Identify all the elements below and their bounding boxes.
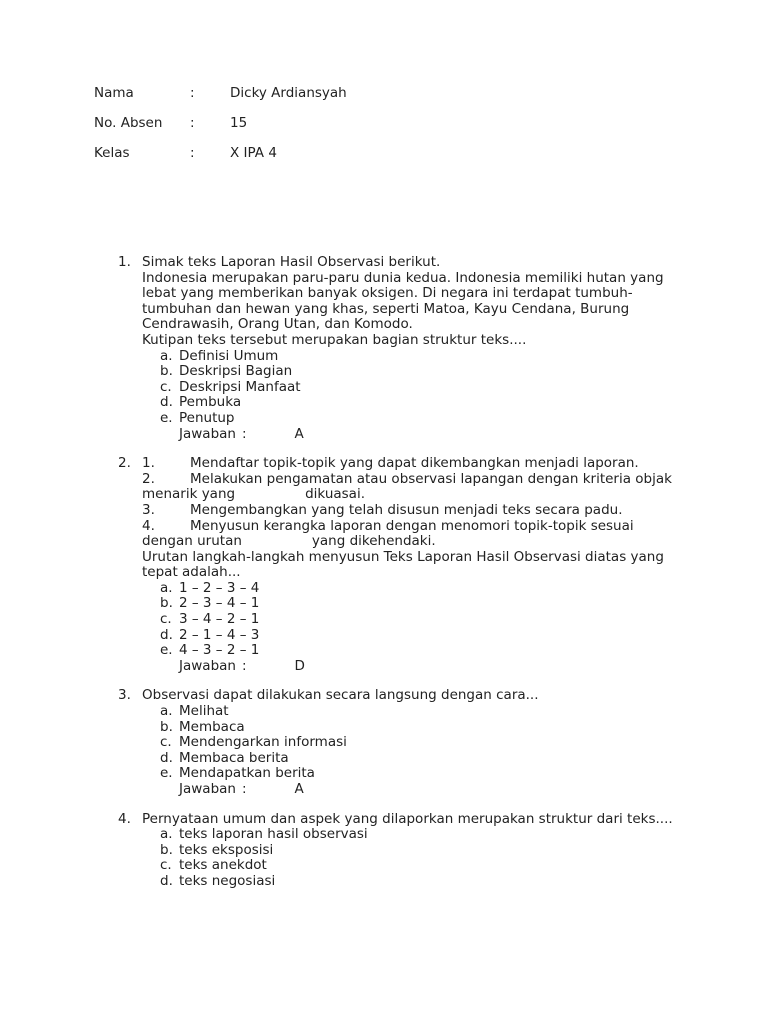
question-body (142, 688, 678, 797)
option-text: Definisi Umum (179, 347, 279, 364)
question-text: Urutan langkah-langkah menyusun Teks Laporan Hasil Observasi diatas yang tepat adalah... (142, 548, 664, 581)
substep-number: 4. (142, 517, 155, 534)
question-body (142, 255, 678, 442)
option-letter: b. (160, 595, 173, 612)
option-text: Mendengarkan informasi (179, 734, 347, 751)
identity-label: No. Absen (94, 115, 163, 131)
option-letter: a. (160, 703, 173, 720)
option-text: 4 – 3 – 2 – 1 (179, 642, 260, 659)
option-list (142, 827, 678, 889)
question-head (118, 456, 678, 674)
option-text: Penutup (179, 409, 235, 426)
question-substep: 1. Mendaftar topik-topik yang dapat dikembangkan menjadi laporan. (142, 455, 639, 472)
identity-colon: : (190, 85, 195, 101)
option-item[interactable] (142, 612, 678, 628)
option-text: 3 – 4 – 2 – 1 (179, 611, 260, 628)
option-text: Melihat (179, 703, 229, 720)
option-item[interactable] (142, 643, 678, 659)
question-number: 2. (118, 455, 131, 472)
option-list (142, 581, 678, 659)
option-text: Deskripsi Manfaat (179, 378, 301, 395)
option-item[interactable] (142, 751, 678, 767)
question-text: Kutipan teks tersebut merupakan bagian struktur teks.... (142, 331, 527, 348)
option-letter: d. (160, 872, 173, 889)
question-text: Observasi dapat dilakukan secara langsung dengan cara... (142, 687, 539, 704)
option-item[interactable] (142, 843, 678, 859)
option-text: 1 – 2 – 3 – 4 (179, 579, 260, 596)
option-letter: b. (160, 363, 173, 380)
identity-row (94, 115, 654, 145)
option-item[interactable] (142, 720, 678, 736)
option-item[interactable] (142, 349, 678, 365)
question-item (118, 255, 678, 442)
option-letter: c. (160, 378, 172, 395)
question-text: Pernyataan umum dan aspek yang dilaporkan merupakan struktur dari teks.... (142, 810, 673, 827)
option-list (142, 349, 678, 427)
option-item[interactable] (142, 596, 678, 612)
option-letter: a. (160, 347, 173, 364)
option-text: teks laporan hasil observasi (179, 826, 368, 843)
identity-value: Dicky Ardiansyah (230, 85, 347, 101)
question-head (118, 688, 678, 797)
identity-row (94, 145, 654, 175)
option-item[interactable] (142, 735, 678, 751)
option-letter: e. (160, 765, 173, 782)
answer-value: A (294, 781, 304, 797)
option-text: Mendapatkan berita (179, 765, 315, 782)
option-item[interactable] (142, 364, 678, 380)
option-letter: c. (160, 611, 172, 628)
question-item (118, 688, 678, 797)
identity-label: Kelas (94, 145, 130, 161)
answer-value: D (294, 657, 305, 674)
substep-number: 3. (142, 501, 155, 518)
option-letter: c. (160, 857, 172, 874)
answer-label: Jawaban (179, 781, 236, 797)
question-item (118, 812, 678, 890)
answer-value: A (294, 425, 304, 442)
option-letter: a. (160, 826, 173, 843)
question-number: 1. (118, 254, 131, 270)
option-text: teks negosiasi (179, 872, 276, 889)
option-letter: e. (160, 642, 173, 659)
option-item[interactable] (142, 628, 678, 644)
option-item[interactable] (142, 704, 678, 720)
question-substep: 4. Menyusun kerangka laporan dengan menomori topik-topik sesuai dengan urutan yang dikehendaki. (142, 517, 634, 550)
option-letter: b. (160, 718, 173, 735)
identity-colon: : (190, 115, 195, 131)
option-letter: e. (160, 409, 173, 426)
answer-line (142, 427, 678, 443)
question-text: Indonesia merupakan paru-paru dunia kedua. Indonesia memiliki hutan yang lebat yang memberikan banyak oksigen. Di negara ini terdapat tumbuh-tumbuhan dan hewan yang khas, seperti Matoa, Kayu Cendana, Burung Cendrawasih, Orang Utan, dan Komodo. (142, 269, 664, 333)
option-text: teks anekdot (179, 857, 267, 874)
option-text: Pembuka (179, 394, 242, 411)
option-item[interactable] (142, 411, 678, 427)
question-number: 4. (118, 810, 131, 827)
option-letter: d. (160, 626, 173, 643)
option-text: 2 – 1 – 4 – 3 (179, 626, 260, 643)
question-substep: 2. Melakukan pengamatan atau observasi lapangan dengan kriteria objak menarik yang dikuasai. (142, 470, 672, 503)
option-item[interactable] (142, 395, 678, 411)
answer-label: Jawaban (179, 425, 236, 442)
option-item[interactable] (142, 766, 678, 782)
question-item (118, 456, 678, 674)
option-item[interactable] (142, 858, 678, 874)
option-letter: b. (160, 841, 173, 858)
identity-block (94, 85, 654, 175)
option-letter: d. (160, 394, 173, 411)
option-text: 2 – 3 – 4 – 1 (179, 595, 260, 612)
option-list (142, 704, 678, 782)
identity-label: Nama (94, 85, 134, 101)
option-letter: d. (160, 749, 173, 766)
question-body (142, 456, 678, 674)
identity-value: X IPA 4 (230, 145, 277, 161)
answer-label: Jawaban (179, 657, 236, 674)
question-text: Simak teks Laporan Hasil Observasi berikut. (142, 254, 441, 270)
answer-colon: : (241, 657, 247, 674)
question-list (118, 255, 678, 890)
option-text: Membaca (179, 718, 245, 735)
option-item[interactable] (142, 581, 678, 597)
substep-number: 2. (142, 470, 155, 487)
option-text: Deskripsi Bagian (179, 363, 293, 380)
option-item[interactable] (142, 827, 678, 843)
question-head (118, 255, 678, 442)
option-letter: c. (160, 734, 172, 751)
option-text: teks eksposisi (179, 841, 274, 858)
question-body (142, 812, 678, 890)
question-substep: 3. Mengembangkan yang telah disusun menjadi teks secara padu. (142, 501, 623, 518)
option-item[interactable] (142, 380, 678, 396)
option-text: Membaca berita (179, 749, 289, 766)
option-item[interactable] (142, 874, 678, 890)
question-head (118, 812, 678, 890)
answer-colon: : (241, 425, 247, 442)
identity-row (94, 85, 654, 115)
option-letter: a. (160, 579, 173, 596)
identity-colon: : (190, 145, 195, 161)
substep-number: 1. (142, 455, 155, 472)
identity-value: 15 (230, 115, 248, 131)
question-number: 3. (118, 687, 131, 704)
answer-line (142, 659, 678, 675)
answer-line (142, 782, 678, 798)
answer-colon: : (241, 781, 247, 797)
